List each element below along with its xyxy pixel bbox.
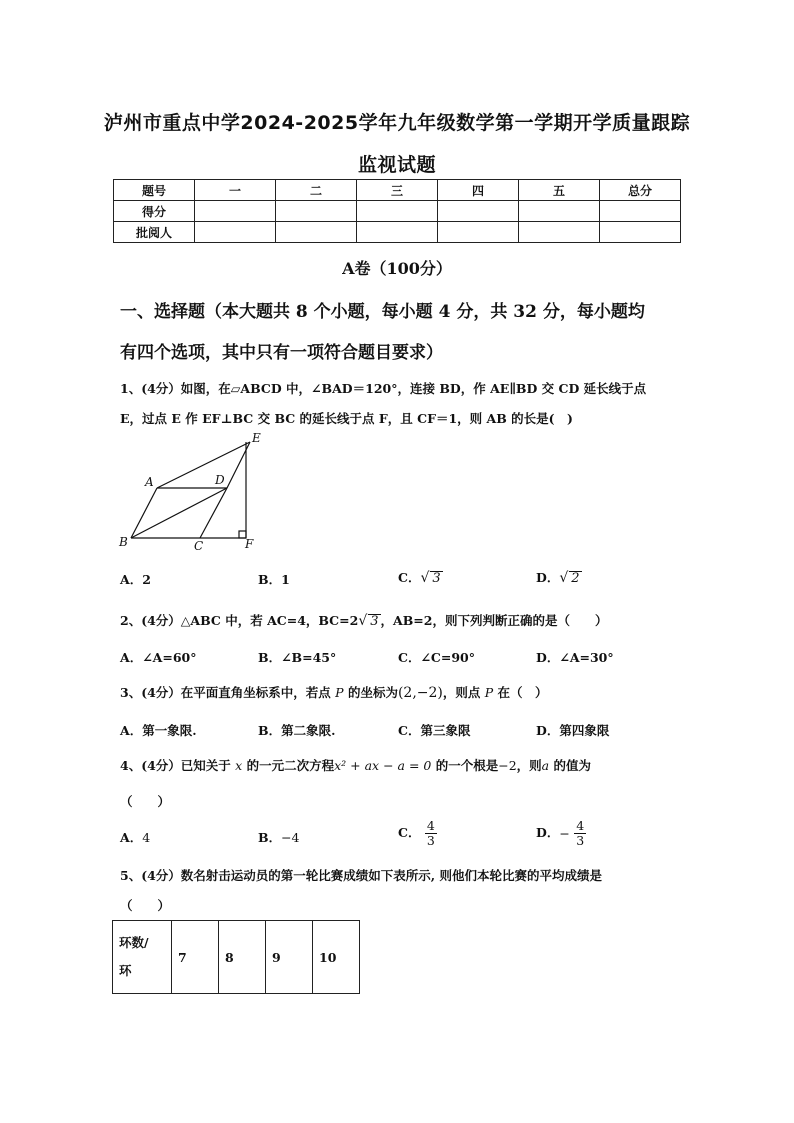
q5-table-header-line-2: 环: [119, 963, 132, 978]
reviewer-cell[interactable]: [357, 222, 438, 243]
q4-text-mid3: ，则: [516, 758, 542, 773]
line-ba: [131, 488, 157, 538]
q2-option-a[interactable]: A．∠A=60°: [120, 650, 197, 665]
q1-option-c[interactable]: [398, 568, 443, 586]
q5-table-header-line-1: 环数/: [119, 935, 149, 950]
q2-option-d[interactable]: D．∠A=30°: [536, 650, 614, 665]
line-bd: [131, 488, 227, 538]
q5-table-value: 10: [313, 921, 360, 994]
radical-icon: √: [559, 570, 569, 586]
q4-option-b-value: −4: [281, 830, 300, 845]
radical-icon: √: [358, 613, 368, 629]
q4-option-c-denominator: 3: [426, 833, 435, 848]
q4-option-a-prefix: A．: [120, 830, 143, 845]
q4-equation: x² + ax − a = 0: [334, 758, 432, 773]
q4-option-c-fraction: [425, 819, 437, 848]
q3-option-a[interactable]: A．第一象限.: [120, 723, 197, 738]
q2-radicand: 3: [370, 614, 379, 629]
q3-text-post2: 在（ ）: [497, 685, 548, 700]
score-table-header-cell: 二: [276, 180, 357, 201]
score-table-header-cell: 总分: [600, 180, 681, 201]
q3-text-pre: 3、(4分）在平面直角坐标系中，若点: [120, 685, 331, 700]
q1-option-d-radicand: 2: [571, 571, 580, 586]
q1-line-1: 1、(4分）如图，在▱ABCD 中，∠BAD＝120°，连接 BD，作 AE∥BD 交 CD 延长线于点: [120, 381, 647, 396]
q4-option-d-prefix: D．: [536, 825, 560, 840]
reviewer-cell[interactable]: [195, 222, 276, 243]
q4-root: −2: [498, 758, 517, 773]
score-cell[interactable]: [276, 201, 357, 222]
q4-text-pre: 4、(4分）已知关于: [120, 758, 231, 773]
q4-var-x: x: [235, 758, 243, 773]
q4-option-b[interactable]: [258, 828, 300, 846]
q4-option-d-denominator: 3: [576, 833, 585, 848]
score-table-header-row: [114, 180, 681, 201]
q5-table-value: 8: [219, 921, 266, 994]
title-line-1: 泸州市重点中学2024-2025学年九年级数学第一学期开学质量跟踪: [103, 112, 691, 134]
label-a: A: [145, 475, 154, 489]
q3-coord: (2,−2): [397, 685, 443, 701]
score-table-header-cell: 题号: [114, 180, 195, 201]
q1-line-2: E，过点 E 作 EF⊥BC 交 BC 的延长线于点 F，且 CF＝1，则 AB 的长是( ): [120, 411, 573, 426]
score-table-header-cell: 三: [357, 180, 438, 201]
score-table: [113, 179, 681, 243]
q3-option-c[interactable]: C．第三象限: [398, 723, 471, 738]
q3-var-p2: P: [484, 685, 494, 700]
q5-table-header: [113, 921, 172, 994]
label-e: E: [252, 431, 261, 445]
score-cell[interactable]: [357, 201, 438, 222]
score-table-row-label: 批阅人: [114, 222, 195, 243]
label-b: B: [119, 535, 128, 549]
score-table-row: [114, 201, 681, 222]
q1-option-c-prefix: C．: [398, 570, 421, 585]
q4-stem: [120, 756, 591, 774]
q4-option-d[interactable]: [536, 819, 586, 848]
q1-option-a[interactable]: A．2: [120, 572, 151, 587]
q5-table-value: 7: [172, 921, 219, 994]
q3-stem: [120, 683, 548, 701]
q1-option-b[interactable]: B．1: [258, 572, 290, 587]
q1-option-c-radicand: 3: [432, 571, 441, 586]
score-cell[interactable]: [600, 201, 681, 222]
q5-line-2: （ ）: [120, 898, 171, 913]
q4-text-post: 的值为: [553, 758, 591, 773]
q5-score-table: [112, 920, 360, 994]
q4-option-b-prefix: B．: [258, 830, 282, 845]
q1-option-d[interactable]: [536, 568, 582, 586]
score-table-row: [114, 222, 681, 243]
q4-option-d-sign: −: [559, 826, 570, 841]
q3-text-post1: ，则点: [442, 685, 481, 700]
score-cell[interactable]: [519, 201, 600, 222]
reviewer-cell[interactable]: [519, 222, 600, 243]
reviewer-cell[interactable]: [438, 222, 519, 243]
reviewer-cell[interactable]: [276, 222, 357, 243]
score-table-row-label: 得分: [114, 201, 195, 222]
section-a-heading: A卷（100分）: [342, 259, 452, 278]
q2-text-pre: 2、(4分）△ABC 中，若 AC=4，BC=2: [120, 613, 359, 628]
label-f: F: [245, 537, 254, 551]
score-table-header-cell: 五: [519, 180, 600, 201]
score-cell[interactable]: [195, 201, 276, 222]
q3-text-mid: 的坐标为: [347, 685, 398, 700]
q3-option-d[interactable]: D．第四象限: [536, 723, 610, 738]
q2-stem: [120, 611, 607, 629]
label-d: D: [215, 473, 225, 487]
q4-option-c-numerator: 4: [426, 818, 435, 833]
part1-heading-line-1: 一、选择题（本大题共 8 个小题，每小题 4 分，共 32 分，每小题均: [120, 302, 645, 322]
q5-line-1: 5、(4分）数名射击运动员的第一轮比赛成绩如下表所示, 则他们本轮比赛的平均成绩是: [120, 868, 603, 883]
q4-text-mid: 的一元二次方程: [246, 758, 335, 773]
q3-var-p: P: [335, 685, 344, 700]
title-line-2: 监视试题: [357, 154, 436, 176]
q4-var-a: a: [541, 758, 550, 773]
radical-icon: √: [420, 570, 430, 586]
score-cell[interactable]: [438, 201, 519, 222]
q5-table-value: 9: [266, 921, 313, 994]
q4-option-d-numerator: 4: [576, 818, 585, 833]
q4-option-d-fraction: [574, 819, 586, 848]
q2-option-b[interactable]: B．∠B=45°: [258, 650, 337, 665]
q4-option-c[interactable]: [398, 819, 437, 848]
q4-line-2: （ ）: [120, 794, 171, 809]
q2-text-post: ，AB=2，则下列判断正确的是（ ）: [380, 613, 608, 628]
q3-option-b[interactable]: B．第二象限.: [258, 723, 336, 738]
line-ae: [157, 442, 250, 488]
q4-option-c-prefix: C．: [398, 825, 421, 840]
label-c: C: [194, 539, 204, 553]
score-table-header-cell: 一: [195, 180, 276, 201]
q5-score-table-row: [113, 921, 360, 994]
score-table-header-cell: 四: [438, 180, 519, 201]
q1-option-d-prefix: D．: [536, 570, 560, 585]
q2-option-c[interactable]: C．∠C=90°: [398, 650, 475, 665]
reviewer-cell[interactable]: [600, 222, 681, 243]
part1-heading-line-2: 有四个选项，其中只有一项符合题目要求）: [120, 343, 443, 363]
q4-text-mid2: 的一个根是: [435, 758, 499, 773]
q4-option-a[interactable]: [120, 828, 150, 846]
q1-parallelogram-figure: [112, 428, 272, 553]
q4-option-a-value: 4: [142, 830, 151, 845]
